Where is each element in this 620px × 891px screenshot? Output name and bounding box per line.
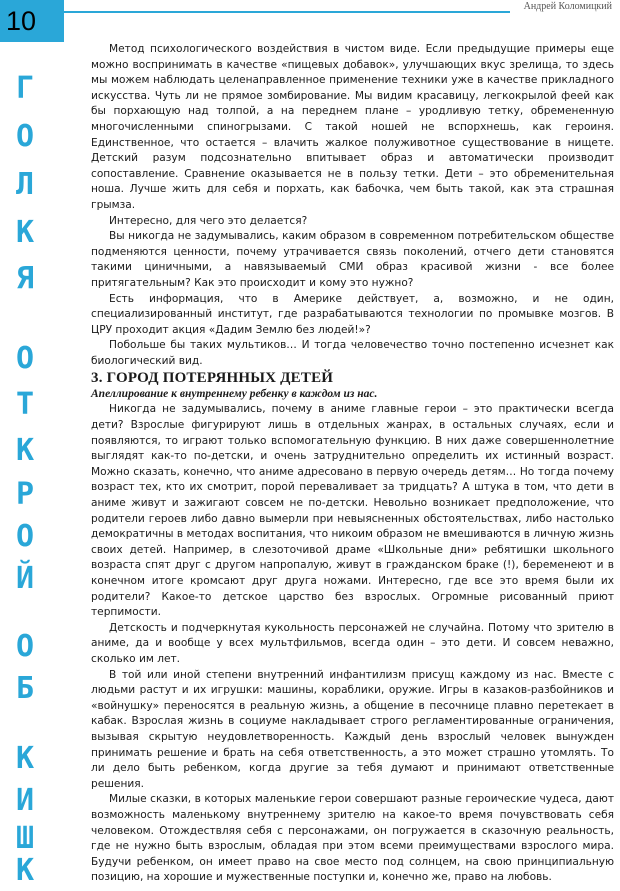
sidebar-glyph: Т <box>15 387 35 422</box>
sidebar-glyph: И <box>15 783 35 818</box>
section-subheading: Апеллирование к внутреннему ребенку в каждом из нас. <box>91 388 378 401</box>
section-heading: 3. ГОРОД ПОТЕРЯННЫХ ДЕТЕЙ <box>91 370 334 387</box>
sidebar-glyph: К <box>15 741 35 776</box>
sidebar-glyph: О <box>15 119 35 154</box>
paragraph: Метод психологического воздействия в чистом виде. Если предыдущие примеры еще можно воспринимать в качестве «пищевых добавок», улучшающих вкус зрелища, то здесь мы можем наблюдать целенаправленное применение техники уже в качестве прикладного искусства. Чуть ли не прямое зомбирование. Мы видим красавицу, легкокрылой феей как бы порхающую над толпой, а на переднем плане – уродливую тетку, обремененную многочисленными спиногрызами. С такой ношей не вспорхнешь, как героиня. Единственное, что остается – влачить жалкое полуживотное существование в нищете. Детский разум подсознательно впитывает образ и автоматически производит сопоставление. Сравнение оказывается не в пользу тетки. Дети – это обременительная ноша. Лучше жить для себя и порхать, как бабочка, чем быть такой, как эта страшная грымза. <box>91 43 614 211</box>
sidebar-glyph: Ш <box>15 821 35 856</box>
sidebar-glyph: К <box>15 853 35 888</box>
paragraph: Вы никогда не задумывались, каким образом в современном потребительском обществе подменяются ценности, почему утрачивается связь поколений, отчего дети становятся такими циничными, а навязываемый СМИ образ красивой жизни - все более притягательным? Как это происходит и кому это нужно? <box>91 230 614 289</box>
sidebar-glyph: Р <box>15 477 35 512</box>
page-number: 10 <box>0 0 64 42</box>
sidebar-glyph: Я <box>15 261 35 296</box>
sidebar-glyph: К <box>15 215 35 250</box>
paragraph: Милые сказки, в которых маленькие герои совершают разные героические чудеса, дают возможность маленькому внутреннему зрителю на какое-то время почувствовать себя человеком. Отождествляя себя с персонажами, он погружается в сказочную реальность, где не нужно быть взрослым, обладая при этом всеми преимуществами взрослого мира. Будучи ребенком, он имеет право на свое место под солнцем, на свою принципиальную позицию, на хорошие и мужественные поступки и, конечно же, право на любовь. <box>91 793 614 884</box>
sidebar-glyph: Л <box>15 167 35 202</box>
sidebar-glyph: Г <box>15 71 35 106</box>
paragraph: Побольше бы таких мультиков… И тогда человечество точно постепенно исчезнет как биологический вид. <box>91 339 614 367</box>
sidebar-glyph: О <box>15 341 35 376</box>
paragraph: В той или иной степени внутренний инфантилизм присущ каждому из нас. Вместе с людьми растут и их игрушки: машины, кораблики, оружие. Игры в казаков-разбойников и «войнушку» переносятся в реальную жизнь, а общение в песочнице плавно перетекает в кабак. Взрослая жизнь в социуме накладывает строго регламентированные ограничения, вызывая скрытую неудовлетворенность. Каждый день взрослый человек вынужден принимать решение и брать на себя ответственность, а это может страшно утомлять. То ли дело быть ребенком, когда другие за тебя думают и принимают ответственные решения. <box>91 668 614 790</box>
sidebar-glyph: Й <box>15 561 35 596</box>
paragraph: Никогда не задумывались, почему в аниме главные герои – это практически всегда дети? Взрослые фигурируют лишь в отдельных жанрах, в остальных случаях, если и появляются, то играют только вспомогательную функцию. В них даже совершеннолетние выглядят как-то по-детски, и очень затруднительно определить их истинный возраст. Можно сказать, конечно, что аниме адресовано в первую очередь детям… Но тогда почему возраст тех, кто их смотрит, порой переваливает за тридцать? А штука в том, что дети в аниме живут и зажигают совсем не по-детски. Невольно возникает предположение, что родители героев либо давно вымерли при невыясненных обстоятельствах, либо настолько демократичны в методах воспитания, что никоим образом не вмешиваются в личную жизнь своих детей. Например, в слезоточивой драме «Школьные дни» ребятишки школьного возраста спят друг с другом напропалую, живут в гражданском браке (!), беременеют и в конечном итоге кромсают друг друга ножами. Интересно, где все это время были их родители? Какое-то детское царство без взрослых. Огромные рисованный приют терпимости. <box>91 403 614 619</box>
sidebar-glyph: О <box>15 629 35 664</box>
paragraph: Детскость и подчеркнутая кукольность персонажей не случайна. Потому что зрителю в аниме, да и вообще у всех мультфильмов, всегда один – это дети. И совсем неважно, сколько им лет. <box>91 621 614 665</box>
article-body <box>91 42 614 886</box>
sidebar-glyph: К <box>15 433 35 468</box>
sidebar-glyph: Б <box>15 671 35 706</box>
sidebar-title-strip <box>0 42 60 891</box>
author-name: Андрей Коломицкий <box>523 1 612 12</box>
paragraph: Интересно, для чего это делается? <box>109 214 308 227</box>
sidebar-glyph: О <box>15 519 35 554</box>
header-rule <box>64 11 510 13</box>
paragraph: Есть информация, что в Америке действует, а, возможно, и не один, специализированный институт, где разрабатываются технологии по промывке мозгов. В ЦРУ проходит акция «Дадим Землю без людей!»? <box>91 292 614 336</box>
